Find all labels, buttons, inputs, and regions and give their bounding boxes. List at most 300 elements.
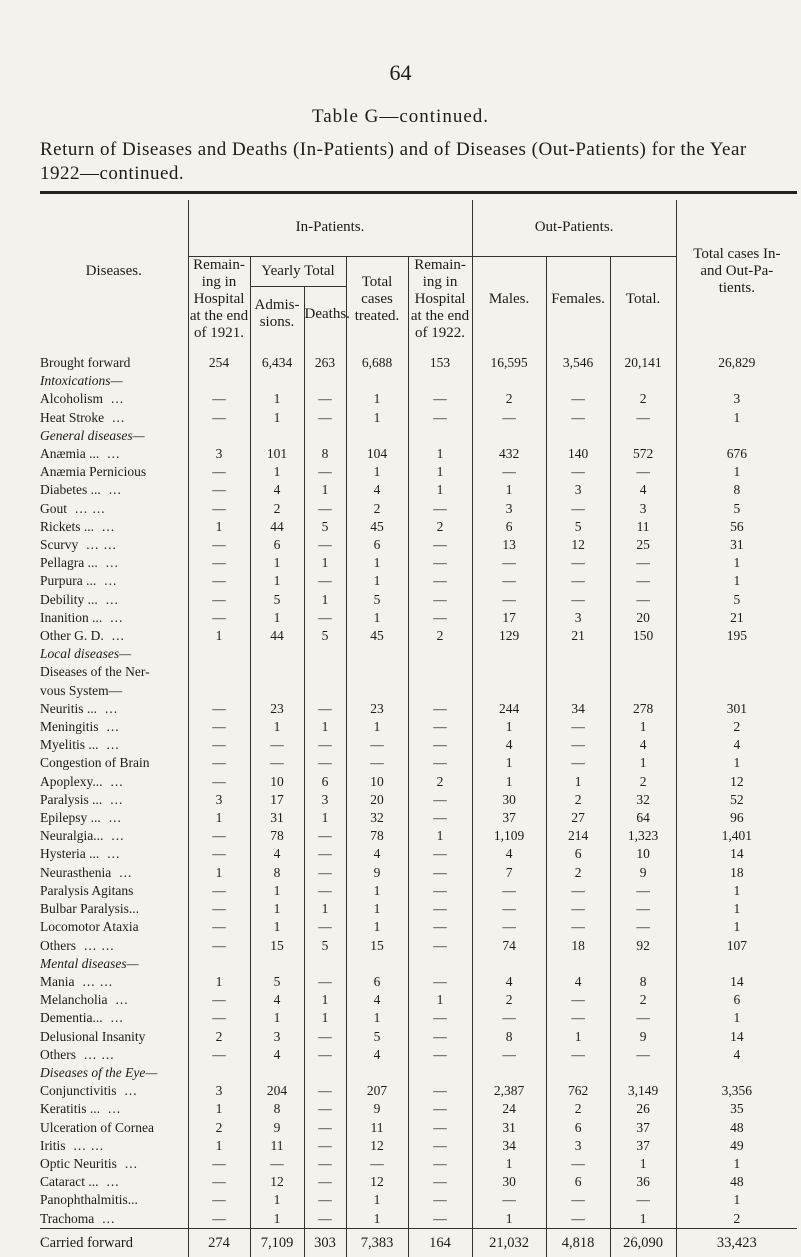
table-cell: 1 [250, 918, 304, 936]
spacer-cell [250, 342, 304, 354]
table-cell [346, 955, 408, 973]
table-cell: — [546, 1046, 610, 1064]
carried-forward-row [40, 1228, 797, 1257]
table-cell: 1 [676, 409, 797, 427]
table-cell: — [408, 700, 472, 718]
table-cell: 24 [472, 1100, 546, 1118]
table-cell: 2 [676, 718, 797, 736]
table-cell: 2 [408, 773, 472, 791]
row-label-text: Conjunctivitis [40, 1083, 117, 1099]
table-cell: — [304, 700, 346, 718]
row-label [40, 1210, 188, 1229]
table-cell: 3 [546, 1137, 610, 1155]
table-cell [610, 645, 676, 663]
table-cell: — [472, 1191, 546, 1209]
row-label [40, 372, 188, 390]
row-label [40, 736, 188, 754]
table-cell [546, 1064, 610, 1082]
table-cell: 1 [610, 1155, 676, 1173]
table-row [40, 773, 797, 791]
table-cell: 4 [676, 1046, 797, 1064]
table-cell: 1 [188, 864, 250, 882]
table-cell: 21 [546, 627, 610, 645]
table-cell: 4 [472, 736, 546, 754]
page-number: 64 [389, 60, 412, 85]
table-cell: — [304, 572, 346, 590]
row-dots: ... [110, 791, 124, 807]
row-label [40, 536, 188, 554]
row-label [40, 390, 188, 408]
table-cell: 1 [676, 754, 797, 772]
row-label-text: Intoxications— [40, 373, 123, 389]
table-cell: — [188, 609, 250, 627]
table-cell: 35 [676, 1100, 797, 1118]
table-cell: — [188, 718, 250, 736]
table-cell: 762 [546, 1082, 610, 1100]
table-cell: — [304, 1137, 346, 1155]
row-dots: ... [108, 1101, 122, 1117]
table-cell: — [188, 1155, 250, 1173]
table-cell: — [610, 1046, 676, 1064]
table-cell [472, 955, 546, 973]
table-cell: — [188, 700, 250, 718]
table-cell: 15 [250, 937, 304, 955]
table-cell: 1 [250, 572, 304, 590]
table-cell: 9 [346, 1100, 408, 1118]
table-cell: 16,595 [472, 354, 546, 372]
table-cell: 254 [188, 354, 250, 372]
table-cell [188, 427, 250, 445]
row-dots: ... [105, 700, 119, 716]
table-cell [472, 427, 546, 445]
table-cell: 45 [346, 627, 408, 645]
row-dots: ... ... [82, 973, 114, 989]
table-row [40, 955, 797, 973]
table-cell [346, 372, 408, 390]
table-row [40, 1191, 797, 1209]
table-cell: 1 [188, 1100, 250, 1118]
table-cell [546, 682, 610, 700]
table-cell: 30 [472, 1173, 546, 1191]
table-row [40, 1155, 797, 1173]
table-cell [346, 682, 408, 700]
table-cell: 1 [304, 554, 346, 572]
col-yearly-total: Yearly Total [250, 256, 346, 286]
table-row [40, 1064, 797, 1082]
table-cell: — [188, 991, 250, 1009]
carried-forward-cell: 7,109 [250, 1228, 304, 1257]
table-cell: 37 [610, 1137, 676, 1155]
table-cell: — [610, 918, 676, 936]
table-row [40, 1028, 797, 1046]
table-row [40, 627, 797, 645]
table-cell: — [472, 591, 546, 609]
row-label [40, 1009, 188, 1027]
table-row [40, 1210, 797, 1229]
row-label-text: Diabetes ... [40, 482, 101, 498]
table-cell: 1 [304, 991, 346, 1009]
table-cell: 96 [676, 809, 797, 827]
table-cell [472, 645, 546, 663]
row-label [40, 591, 188, 609]
table-cell: — [188, 736, 250, 754]
table-row [40, 409, 797, 427]
row-label-text: Brought forward [40, 355, 131, 370]
table-cell: 5 [346, 1028, 408, 1046]
row-label [40, 609, 188, 627]
table-cell: — [304, 536, 346, 554]
table-cell: 8 [472, 1028, 546, 1046]
table-row [40, 1082, 797, 1100]
table-cell: — [408, 864, 472, 882]
row-label [40, 1100, 188, 1118]
row-label [40, 973, 188, 991]
table-cell: — [408, 390, 472, 408]
table-cell [250, 427, 304, 445]
table-cell: 11 [610, 518, 676, 536]
row-label [40, 900, 188, 918]
row-dots: ... [105, 555, 119, 571]
table-cell [188, 955, 250, 973]
table-cell: 31 [676, 536, 797, 554]
table-cell: — [408, 973, 472, 991]
table-cell: 26 [610, 1100, 676, 1118]
table-cell: 1 [408, 445, 472, 463]
table-row [40, 372, 797, 390]
table-cell: — [304, 390, 346, 408]
row-dots: ... ... [84, 937, 115, 953]
table-row [40, 645, 797, 663]
table-cell: — [546, 1009, 610, 1027]
table-cell: 14 [676, 1028, 797, 1046]
row-dots: ... [102, 518, 116, 534]
table-cell: 1 [188, 1137, 250, 1155]
table-row [40, 1046, 797, 1064]
table-cell: — [610, 882, 676, 900]
row-dots: ... [110, 1010, 124, 1026]
table-cell [250, 663, 304, 681]
table-cell [408, 682, 472, 700]
col-remain-start: Remain-ing in Hospital at the end of 1921. [189, 256, 249, 341]
table-row [40, 900, 797, 918]
table-cell: 140 [546, 445, 610, 463]
table-cell: 1,323 [610, 827, 676, 845]
table-cell: 4 [472, 973, 546, 991]
table-cell: — [610, 409, 676, 427]
table-cell [408, 427, 472, 445]
table-cell: 8 [304, 445, 346, 463]
table-cell: — [408, 1119, 472, 1137]
table-cell: 676 [676, 445, 797, 463]
table-row [40, 1119, 797, 1137]
table-cell: 5 [250, 973, 304, 991]
table-cell: 12 [346, 1173, 408, 1191]
table-cell: 4 [472, 845, 546, 863]
table-cell: 4 [346, 991, 408, 1009]
table-cell: — [304, 409, 346, 427]
table-cell: 5 [346, 591, 408, 609]
col-in-patients: In-Patients. [188, 200, 472, 256]
table-cell: — [346, 754, 408, 772]
row-label [40, 427, 188, 445]
table-cell: 17 [472, 609, 546, 627]
table-cell: 1 [304, 900, 346, 918]
carried-forward-cell: 7,383 [346, 1228, 408, 1257]
table-cell: 18 [546, 937, 610, 955]
table-cell [546, 645, 610, 663]
table-cell: — [304, 1210, 346, 1229]
table-cell: 14 [676, 845, 797, 863]
spacer-cell [472, 342, 546, 354]
table-cell: 12 [250, 1173, 304, 1191]
table-cell: — [188, 827, 250, 845]
table-cell: — [304, 882, 346, 900]
table-row [40, 427, 797, 445]
table-cell [346, 663, 408, 681]
row-label-text: Iritis [40, 1137, 66, 1153]
table-cell: — [304, 1191, 346, 1209]
table-cell: 6 [546, 845, 610, 863]
table-row [40, 536, 797, 554]
row-label [40, 845, 188, 863]
table-cell: — [304, 1173, 346, 1191]
table-cell [676, 1064, 797, 1082]
table-cell [304, 682, 346, 700]
table-cell: — [546, 718, 610, 736]
table-cell: — [408, 1210, 472, 1229]
row-label [40, 809, 188, 827]
table-cell: 32 [346, 809, 408, 827]
row-label-text: Diseases of the Eye— [40, 1064, 158, 1080]
row-label-text: Gout [40, 500, 67, 516]
spacer-cell [610, 342, 676, 354]
row-label [40, 627, 188, 645]
table-row [40, 445, 797, 463]
table-cell [346, 1064, 408, 1082]
table-cell: — [188, 773, 250, 791]
table-cell: 5 [546, 518, 610, 536]
row-label-text: Paralysis ... [40, 791, 103, 807]
table-cell: 1 [346, 390, 408, 408]
table-cell: 15 [346, 937, 408, 955]
table-cell: 1 [472, 1210, 546, 1229]
table-cell [304, 645, 346, 663]
table-cell [250, 1064, 304, 1082]
row-label-text: Hysteria ... [40, 846, 100, 862]
table-cell: — [188, 882, 250, 900]
row-label-text: Others [40, 1046, 76, 1062]
table-cell: 1 [188, 518, 250, 536]
table-cell: — [408, 809, 472, 827]
table-cell: 20,141 [610, 354, 676, 372]
table-cell [188, 663, 250, 681]
table-cell: 20 [346, 791, 408, 809]
table-cell [610, 682, 676, 700]
table-cell [676, 427, 797, 445]
table-cell [546, 427, 610, 445]
table-cell: 1 [546, 1028, 610, 1046]
table-cell: — [304, 1028, 346, 1046]
carried-forward-cell: 21,032 [472, 1228, 546, 1257]
spacer-cell [676, 342, 797, 354]
row-label [40, 827, 188, 845]
table-cell: 17 [250, 791, 304, 809]
table-cell: 21 [676, 609, 797, 627]
table-row [40, 864, 797, 882]
carried-forward-cell: 33,423 [676, 1228, 797, 1257]
col-diseases: Diseases. [85, 262, 142, 279]
row-dots: ... [112, 409, 126, 425]
row-dots: ... [111, 391, 125, 407]
table-cell: — [546, 882, 610, 900]
table-cell: 11 [346, 1119, 408, 1137]
table-cell: 153 [408, 354, 472, 372]
table-cell: 5 [250, 591, 304, 609]
table-cell [408, 372, 472, 390]
table-cell: 9 [610, 864, 676, 882]
table-cell [188, 372, 250, 390]
table-cell: 10 [610, 845, 676, 863]
table-cell: 78 [250, 827, 304, 845]
table-cell: — [188, 845, 250, 863]
table-cell: — [304, 754, 346, 772]
table-cell: 204 [250, 1082, 304, 1100]
row-label [40, 791, 188, 809]
table-cell: — [304, 736, 346, 754]
table-row [40, 1173, 797, 1191]
table-cell [472, 1064, 546, 1082]
table-cell: — [408, 572, 472, 590]
spacer-cell [304, 342, 346, 354]
table-row [40, 518, 797, 536]
table-cell: 1 [250, 390, 304, 408]
table-cell: — [408, 1009, 472, 1027]
table-cell: — [304, 500, 346, 518]
row-label-text: Others [40, 937, 76, 953]
row-dots: ... [108, 810, 122, 826]
table-cell: 14 [676, 973, 797, 991]
table-cell: 2 [676, 1210, 797, 1229]
row-dots: ... ... [73, 1137, 105, 1153]
row-label-text: Local diseases— [40, 646, 132, 662]
table-cell: — [188, 1173, 250, 1191]
row-label [40, 700, 188, 718]
table-cell: 1 [676, 463, 797, 481]
col-females: Females. [546, 256, 610, 342]
table-cell: — [188, 591, 250, 609]
row-label-text: Trachoma [40, 1210, 95, 1226]
table-cell: 2 [408, 518, 472, 536]
table-cell: — [188, 463, 250, 481]
table-cell: — [408, 554, 472, 572]
row-dots: ... [115, 992, 129, 1008]
table-cell: — [546, 463, 610, 481]
table-cell: 1 [346, 1210, 408, 1229]
col-males: Males. [472, 256, 546, 342]
table-cell: 1 [346, 882, 408, 900]
row-label-text: Locomotor Ataxia [40, 919, 139, 935]
table-cell: 64 [610, 809, 676, 827]
col-deaths: Deaths. [304, 286, 346, 342]
table-cell: — [610, 1191, 676, 1209]
table-cell: 48 [676, 1119, 797, 1137]
table-cell: 1 [346, 1191, 408, 1209]
table-cell: 1 [250, 900, 304, 918]
row-label [40, 882, 188, 900]
table-cell: — [188, 918, 250, 936]
table-cell: 8 [610, 973, 676, 991]
table-cell [304, 372, 346, 390]
table-row [40, 463, 797, 481]
table-cell: 432 [472, 445, 546, 463]
row-label [40, 354, 188, 372]
table-row [40, 591, 797, 609]
table-cell: — [610, 591, 676, 609]
table-cell: 2 [472, 390, 546, 408]
table-cell: 1 [188, 627, 250, 645]
table-cell: 6,688 [346, 354, 408, 372]
table-cell: 4 [610, 481, 676, 499]
carried-forward-cell: 26,090 [610, 1228, 676, 1257]
table-cell: 1 [250, 409, 304, 427]
table-cell: — [610, 900, 676, 918]
row-label-text: vous System— [40, 682, 123, 698]
carried-forward-cell: 274 [188, 1228, 250, 1257]
table-cell: 2 [188, 1028, 250, 1046]
table-cell: 101 [250, 445, 304, 463]
table-cell: — [188, 572, 250, 590]
table-cell: 1 [250, 1191, 304, 1209]
table-cell [610, 427, 676, 445]
table-cell: 5 [676, 591, 797, 609]
row-label [40, 445, 188, 463]
table-cell: 7 [472, 864, 546, 882]
table-cell: — [188, 409, 250, 427]
table-cell: 1 [346, 1009, 408, 1027]
table-cell: — [546, 900, 610, 918]
table-cell: 2 [188, 1119, 250, 1137]
table-cell: 10 [346, 773, 408, 791]
col-total: Total. [610, 256, 676, 342]
table-cell: — [546, 1210, 610, 1229]
table-cell: 1 [188, 973, 250, 991]
table-cell: 1 [408, 827, 472, 845]
table-cell: 1 [610, 718, 676, 736]
row-label-text: Debility ... [40, 591, 98, 607]
table-row [40, 609, 797, 627]
table-cell [250, 645, 304, 663]
table-cell: — [472, 1009, 546, 1027]
table-cell: 13 [472, 536, 546, 554]
table-cell: 1 [408, 481, 472, 499]
row-label-text: Neuralgia... [40, 828, 104, 844]
table-cell: — [188, 1046, 250, 1064]
table-cell: 5 [676, 500, 797, 518]
table-cell: 1 [304, 481, 346, 499]
table-cell: 4 [250, 991, 304, 1009]
row-label [40, 518, 188, 536]
table-cell: 1 [346, 900, 408, 918]
table-cell: 9 [610, 1028, 676, 1046]
row-label [40, 500, 188, 518]
table-cell: 25 [610, 536, 676, 554]
row-label-text: Diseases of the Ner- [40, 664, 150, 680]
table-cell: 1 [676, 918, 797, 936]
table-cell: 1,109 [472, 827, 546, 845]
table-cell: 4 [250, 481, 304, 499]
table-cell: 1 [250, 1210, 304, 1229]
table-cell: — [408, 736, 472, 754]
